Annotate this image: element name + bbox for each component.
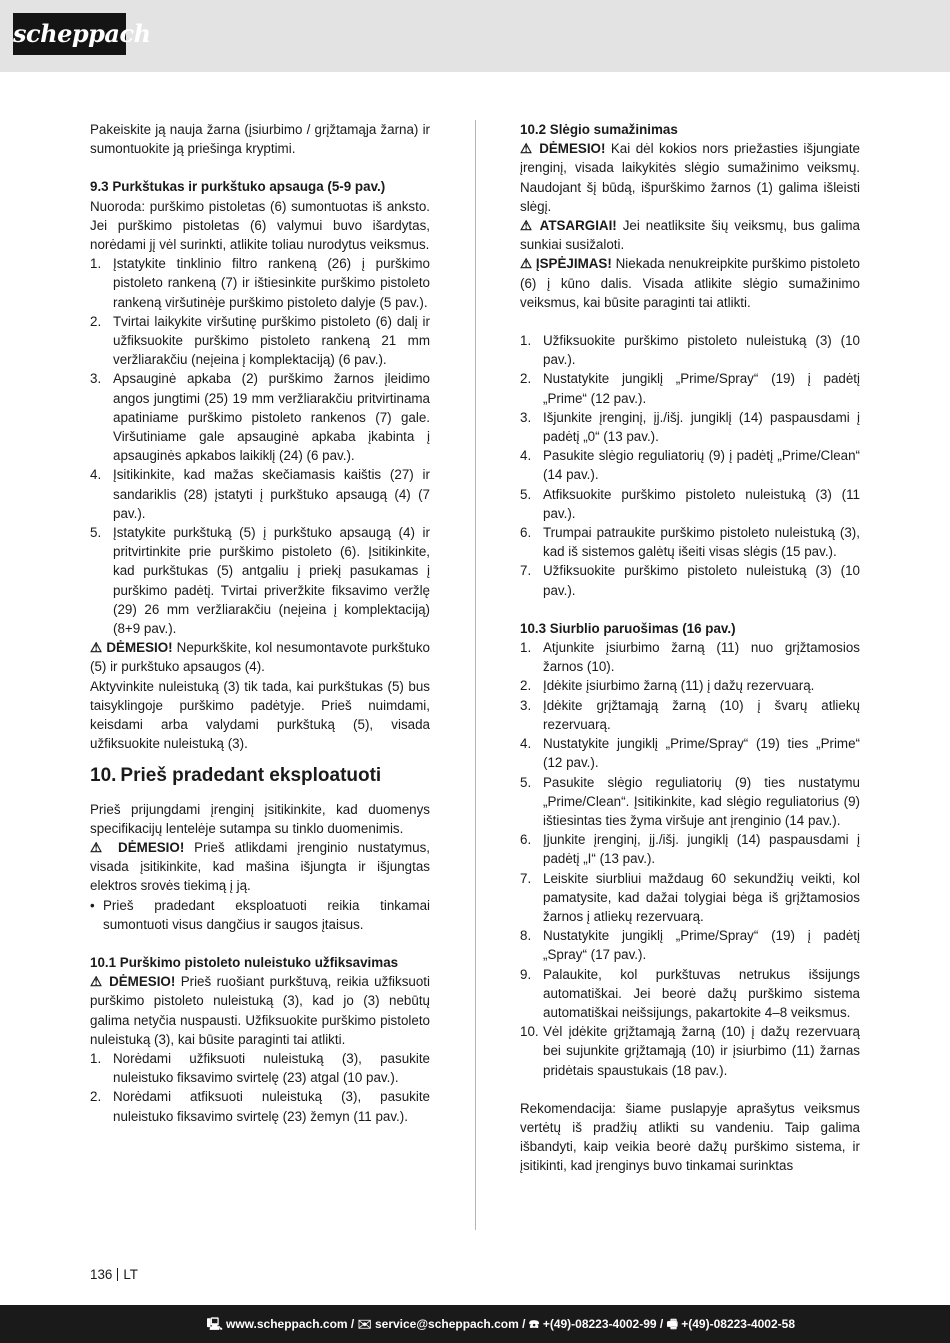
list-number: 1.	[90, 1050, 102, 1066]
list-item	[520, 869, 860, 927]
list-number: 5.	[520, 486, 532, 502]
telephone-icon: ☎	[528, 1317, 543, 1331]
list-text: Pasukite slėgio reguliatorių (9) ties nustatymu „Prime/Clean“. Įsitikinkite, kad slėgio reguliatorius (9) ištiesintas ties žyma viršuje ant įrenginio (14 pav.).	[543, 774, 860, 828]
section-10-1-heading: 10.1 Purškimo pistoleto nuleistuko užfiksavimas	[90, 954, 399, 970]
list-text: Užfiksuokite purškimo pistoleto nuleistuką (3) (10 pav.).	[543, 563, 860, 598]
list-text: Atjunkite įsiurbimo žarną (11) nuo grįžtamosios žarnos (10).	[543, 640, 860, 675]
list-number: 9.	[520, 966, 532, 982]
list-number: 5.	[90, 525, 102, 541]
list-number: 8.	[520, 928, 532, 944]
fax-number: +(49)-08223-4002-58	[681, 1317, 795, 1331]
list-item	[520, 926, 860, 964]
list-text: Pasukite slėgio reguliatorių (9) į padėtį „Prime/Clean“ (14 pav.).	[543, 448, 860, 483]
list-item	[520, 369, 860, 407]
list-number: 7.	[520, 870, 532, 886]
list-item	[520, 676, 860, 695]
list-text: Leiskite siurbliui maždaug 60 sekundžių veikti, kol pamatysite, kad dažai tolygiai bėga iš grįžtamosios žarnos į atliekų rezervuarą.	[543, 870, 860, 924]
section-10-3-steps	[520, 638, 860, 1080]
scheppach-logo: scheppach	[13, 13, 126, 55]
list-item	[90, 465, 430, 523]
section-10-2-steps	[520, 331, 860, 600]
list-number: 7.	[520, 563, 532, 579]
warning-paragraph	[90, 838, 430, 896]
section-10-2-heading: 10.2 Slėgio sumažinimas	[520, 122, 678, 137]
list-item	[90, 369, 430, 465]
list-item	[90, 523, 430, 638]
language-code: LT	[123, 1267, 138, 1282]
list-item	[520, 331, 860, 369]
list-number: 4.	[520, 736, 532, 752]
list-number: 2.	[90, 1089, 102, 1105]
list-item	[90, 254, 430, 312]
section-10-bullets	[90, 896, 430, 934]
warning-label: ⚠ DĖMESIO!	[90, 839, 185, 855]
warning-text: Prieš atlikdami įrenginio nustatymus, visada įsitikinkite, kad mašina išjungta ir išjungtas elektros srovės tiekimą į ją.	[90, 839, 430, 894]
list-text: Trumpai patraukite purškimo pistoleto nuleistuką (3), kad iš sistemos galėtų išeiti visas slėgis (15 pav.).	[543, 525, 860, 560]
warning-text: Prieš ruošiant purkštuvą, reikia užfiksuoti purškimo pistoleto nuleistuką (3), kad jo (3) nebūtų galima netyčia nuspausti. Užfiksuokite purškimo pistoleto nuleistuką (3), kai būsite paraginti tai atlikti.	[90, 974, 430, 1047]
warning-label: ⚠ DĖMESIO!	[90, 974, 176, 990]
section-title-text: Prieš pradedant eksploatuoti	[120, 764, 382, 786]
list-text: Užfiksuokite purškimo pistoleto nuleistuką (3) (10 pav.).	[543, 333, 860, 368]
list-text: Norėdami užfiksuoti nuleistuką (3), pasukite nuleistuko fiksavimo svirtelę (23) atgal (10 pav.).	[113, 1050, 430, 1086]
fax-icon: 🖷	[666, 1317, 682, 1331]
caution-text: Jei neatliksite šių veiksmų, bus galima sunkiai susižaloti.	[520, 218, 860, 253]
list-item	[520, 446, 860, 484]
section-10-intro: Prieš prijungdami įrenginį įsitikinkite, kad duomenys specifikacijų lentelėje sutampa su tinklo duomenimis.	[90, 801, 430, 836]
list-number: 6.	[520, 832, 532, 848]
list-number: 6.	[520, 525, 532, 541]
phone-number: +(49)-08223-4002-99	[542, 1317, 657, 1331]
list-item	[90, 1049, 430, 1087]
envelope-icon: ✉	[357, 1317, 375, 1331]
list-number: 5.	[520, 774, 532, 790]
warning-label: ⚠ DĖMESIO!	[90, 640, 173, 656]
list-number: 3.	[90, 371, 102, 387]
warning-label: ⚠ DĖMESIO!	[520, 141, 606, 157]
warning-text: Kai dėl kokios nors priežasties išjungiate įrenginį, visada laikykitės slėgio sumažinimo veiksmų. Naudojant šį būdą, išpurškimo žarnos (1) galima išleisti slėgį.	[520, 141, 860, 214]
recommendation-paragraph: Rekomendacija: šiame puslapyje aprašytus veiksmus vertėtų iš pradžių atlikti su vandeniu. Taip galima išbandyti, kaip veikia beorė dažų purškimo sistema, ir įsitikinti, kad įrenginys buvo tinkamai surinktas	[520, 1100, 860, 1174]
website-link[interactable]: www.scheppach.com	[225, 1317, 348, 1331]
list-text: Norėdami atfiksuoti nuleistuką (3), pasukite nuleistuko fiksavimo svirtelę (23) žemyn (11 pav.).	[113, 1089, 430, 1124]
list-text: Įdėkite įsiurbimo žarną (11) į dažų rezervuarą.	[543, 678, 815, 694]
list-number: 3.	[520, 697, 532, 713]
header-bar	[0, 0, 950, 72]
list-number: 1.	[520, 640, 532, 656]
list-text: Nustatykite jungiklį „Prime/Spray“ (19) į padėtį „Prime“ (12 pav.).	[543, 371, 860, 406]
list-item	[520, 696, 860, 734]
list-item	[520, 1022, 860, 1080]
list-number: 3.	[520, 409, 532, 425]
list-text: Įstatykite purkštuką (5) į purkštuko apsaugą (4) ir pritvirtinkite prie purškimo pistoleto (6). Įsitikinkite, kad purkštukas (5) antgaliu į priekį pasukamas į purškimo padėtį. Tvirtai priveržkite fiksavimo veržlę (29) 26 mm veržliarakčiu (neįeina į komplektaciją) (8+9 pav.).	[113, 525, 430, 637]
page-number-value: 136	[90, 1267, 113, 1282]
list-number: 1.	[90, 256, 102, 272]
page-number-separator	[117, 1268, 118, 1281]
list-item	[520, 408, 860, 446]
intro-paragraph: Pakeiskite ją nauja žarna (įsiurbimo / grįžtamąja žarna) ir sumontuokite ją priešinga kryptimi.	[90, 122, 430, 157]
list-item	[520, 734, 860, 772]
list-text: Išjunkite įrenginį, įj./išj. jungiklį (14) paspausdami į padėtį „0“ (13 pav.).	[543, 409, 860, 445]
list-text: Palaukite, kol purkštuvas netrukus išsijungs automatiškai. Jei beorė dažų purškimo sistema automatiškai neišsijungs, pakartokite 4–8 veiksmus.	[543, 966, 860, 1020]
list-item	[520, 523, 860, 561]
list-number: 2.	[520, 678, 532, 694]
caution-label: ⚠ ATSARGIAI!	[520, 218, 617, 234]
list-text: Įjunkite įrenginį, įj./išj. jungiklį (14) paspausdami į padėtį „I“ (13 pav.).	[543, 832, 860, 867]
list-item	[520, 485, 860, 523]
footer-separator: /	[656, 1317, 667, 1331]
list-text: Atfiksuokite purškimo pistoleto nuleistuką (3) (11 pav.).	[543, 486, 860, 521]
list-item	[520, 965, 860, 1023]
list-item	[520, 830, 860, 868]
list-text: Vėl įdėkite grįžtamąją žarną (10) į dažų rezervuarą bei sujunkite grįžtamąją (10) ir įsiurbimo (11) žarnas pridėtais spaustukais (18 pav.).	[543, 1024, 860, 1078]
list-number: 4.	[520, 448, 532, 464]
list-item	[520, 638, 860, 676]
section-9-3-heading: 9.3 Purkštukas ir purkštuko apsauga (5-9 pav.)	[90, 179, 386, 195]
list-text: Tvirtai laikykite viršutinę purškimo pistoleto (6) dalį ir užfiksuokite purškimo pistoleto rankeną 21 mm veržliarakčiu (neįeina į komplektaciją) (6 pav.).	[113, 313, 430, 368]
danger-label: ⚠ ĮSPĖJIMAS!	[520, 256, 612, 272]
bullet-item: • Prieš pradedant eksploatuoti reikia tinkamai sumontuoti visus dangčius ir saugos įtaisus.	[90, 896, 430, 934]
warning-text: Nepurkškite, kol nesumontavote purkštuko (5) ir purkštuko apsaugos (4).	[90, 640, 430, 675]
email-link[interactable]: service@scheppach.com	[374, 1317, 519, 1331]
warning-paragraph	[520, 139, 860, 216]
list-item	[520, 773, 860, 831]
list-item	[90, 312, 430, 370]
list-text: Įdėkite grįžtamąją žarną (10) į švarų atliekų rezervuarą.	[543, 697, 860, 732]
list-text: Įsitikinkite, kad mažas skečiamasis kaištis (27) ir sandariklis (28) įstatyti į purkštuko apsaugą (4) (7 pav.).	[113, 467, 430, 521]
list-item	[520, 561, 860, 599]
warning-paragraph	[90, 972, 430, 1049]
footer-separator: /	[518, 1317, 529, 1331]
footer-separator: /	[347, 1317, 358, 1331]
warning-paragraph	[90, 638, 430, 676]
section-10-1-steps	[90, 1049, 430, 1126]
list-text: Nustatykite jungiklį „Prime/Spray“ (19) į padėtį „Spray“ (17 pav.).	[543, 928, 860, 963]
section-number: 10.	[90, 764, 117, 786]
danger-text: Niekada nenukreipkite purškimo pistoleto (6) į kūno dalis. Visada atlikite slėgio sumažinimo veiksmus, kai būsite paraginti tai atlikti.	[520, 256, 860, 310]
list-text: Apsauginė apkaba (2) purškimo žarnos įleidimo angos jungtimi (25) 19 mm veržliarakčiu pritvirtinama apatiniame purškimo pistoleto rankenos (7) gale. Viršutiniame gale apsauginė apkaba įkabinta į apsauginės apkabos laikiklį (24) (6 pav.).	[113, 371, 430, 464]
list-number: 4.	[90, 467, 102, 483]
computer-icon: 🖳	[206, 1317, 226, 1331]
list-text: Nustatykite jungiklį „Prime/Spray“ (19) ties „Prime“ (12 pav.).	[543, 736, 860, 771]
list-number: 10.	[520, 1024, 539, 1040]
section-9-3-steps	[90, 254, 430, 638]
page-number	[90, 1267, 138, 1282]
list-number: 1.	[520, 333, 532, 349]
list-item	[90, 1087, 430, 1125]
caution-paragraph	[520, 216, 860, 254]
section-9-3-intro: Nuoroda: purškimo pistoletas (6) sumontuotas iš anksto. Jei purškimo pistoletas (6) valymui buvo išardytas, norėdami jį vėl surinkti, atlikite toliau nurodytus veiksmus.	[90, 198, 430, 253]
section-10-heading	[90, 764, 430, 788]
right-column	[520, 120, 860, 1176]
section-10-3-heading: 10.3 Siurblio paruošimas (16 pav.)	[520, 620, 736, 636]
danger-paragraph	[520, 254, 860, 312]
list-number: 2.	[520, 371, 532, 387]
list-text: Įstatykite tinklinio filtro rankeną (26) į purškimo pistoleto rankeną (7) ir ištiesinkite purškimo pistoleto rankeną viršutinėje purškimo pistoleto dalyje (5 pav.).	[113, 256, 430, 310]
contact-footer	[0, 1305, 950, 1343]
column-divider	[475, 120, 476, 1230]
section-9-3-outro: Aktyvinkite nuleistuką (3) tik tada, kai purkštukas (5) bus taisyklingoje purškimo padėtyje. Prieš nuimdami, keisdami arba valydami purkštuką (5), visada užfiksuokite nuleistuką (3).	[90, 678, 430, 752]
left-column	[90, 120, 430, 1126]
list-number: 2.	[90, 313, 102, 329]
